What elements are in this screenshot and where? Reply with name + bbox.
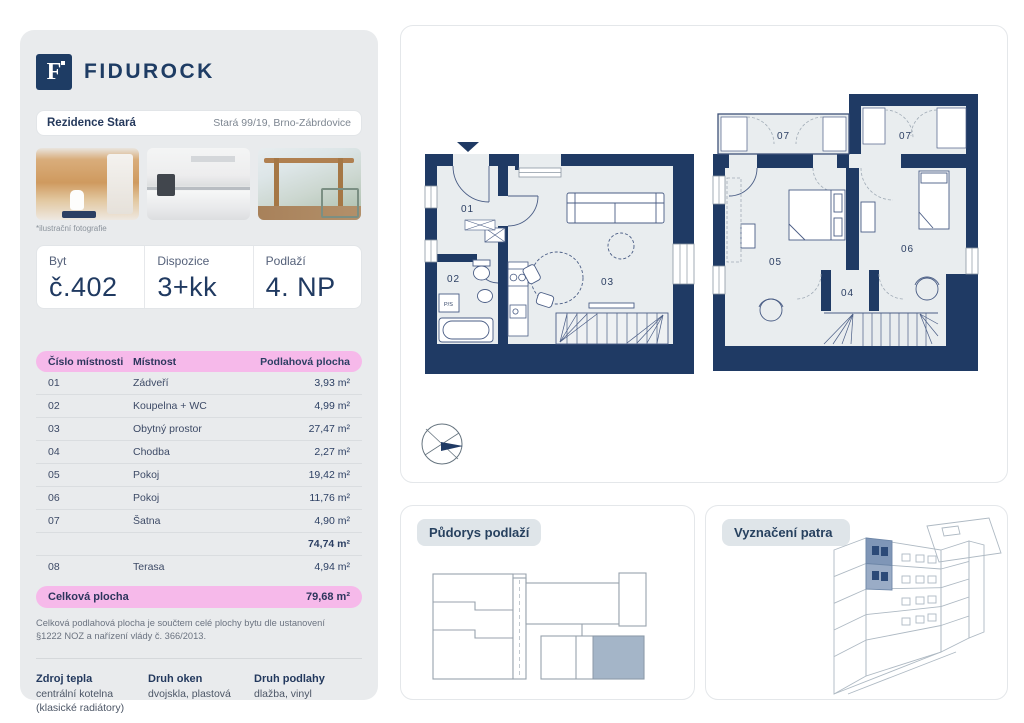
header-room-number: Číslo místnosti	[48, 355, 124, 368]
row-num: 03	[48, 423, 60, 435]
table-row	[36, 556, 362, 578]
row-num: 05	[48, 469, 60, 481]
brand-name: FIDUROCK	[84, 60, 215, 83]
fact-line: centrální kotelna	[36, 687, 114, 700]
row-name: Zádveří	[133, 377, 169, 389]
row-num: 01	[48, 377, 60, 389]
floorplan-drawing	[401, 26, 1007, 482]
fact-line: (klasické radiátory)	[36, 702, 125, 715]
label-room-04: 04	[841, 288, 855, 299]
label-room-01: 01	[461, 204, 475, 215]
label-room-02: 02	[447, 274, 461, 285]
row-num: 06	[48, 492, 60, 504]
row-name: Koupelna + WC	[133, 400, 207, 412]
unit-number-label: Byt	[49, 254, 67, 268]
building-floor-highlight-panel	[705, 505, 1008, 700]
row-area: 3,93 m²	[314, 377, 350, 389]
row-num: 08	[48, 561, 60, 573]
label-room-03: 03	[601, 277, 615, 288]
row-area: 4,90 m²	[314, 515, 350, 527]
logo-notch	[61, 61, 65, 65]
table-row	[36, 441, 362, 464]
layout-value: 3+kk	[157, 272, 218, 302]
logo-letter: F	[46, 58, 62, 85]
label-room-06: 06	[901, 244, 915, 255]
floor-plan-upper-level	[713, 94, 978, 371]
building-axonometric	[834, 518, 1001, 694]
row-num: 04	[48, 446, 60, 458]
fact-title: Druh oken	[148, 673, 203, 686]
row-name: Chodba	[133, 446, 170, 458]
photo-bathroom-toilet	[70, 190, 84, 210]
label-room-07b: 07	[899, 131, 913, 142]
row-area: 4,99 m²	[314, 400, 350, 412]
row-area: 19,42 m²	[308, 469, 350, 481]
photo-kitchen-hood	[191, 156, 235, 162]
table-row	[36, 464, 362, 487]
brand-logo	[36, 54, 362, 90]
fact-title: Druh podlahy	[254, 673, 325, 686]
photos-caption: *ilustrační fotografie	[36, 224, 107, 233]
fact-line: dvojskla, plastová	[148, 687, 231, 700]
photo-terrace-railing	[321, 188, 359, 218]
legal-note: Celková podlahová plocha je součtem celé plochy bytu dle ustanovení §1222 NOZ a nařízení vlády č. 366/2013.	[36, 618, 325, 642]
table-row	[36, 372, 362, 395]
building-floorplan-panel	[400, 505, 695, 700]
floor-value: 4. NP	[265, 272, 336, 302]
row-name: Pokoj	[133, 492, 160, 504]
facts-divider	[36, 658, 362, 659]
table-row	[36, 395, 362, 418]
photo-bathroom-vanity	[107, 154, 133, 214]
stairs-lower	[556, 313, 668, 344]
highlighted-floor-unit	[866, 538, 892, 590]
apartment-info-card	[20, 30, 378, 715]
table-row	[36, 418, 362, 441]
compass-icon	[422, 424, 463, 464]
row-area: 2,27 m²	[314, 446, 350, 458]
rooms-table	[36, 351, 362, 578]
floor-cell	[253, 246, 361, 308]
photo-bathroom	[36, 148, 139, 220]
table-subtotal-row	[36, 533, 362, 556]
photo-strip	[36, 148, 362, 220]
photo-kitchen	[147, 148, 250, 220]
fact-title: Zdroj tepla	[36, 673, 93, 686]
row-name: Terasa	[133, 561, 165, 573]
sofa	[567, 193, 664, 223]
photo-bathroom-mat	[62, 211, 96, 218]
row-num: 02	[48, 400, 60, 412]
tv-unit	[589, 303, 634, 308]
unit-number-value: č.402	[49, 272, 118, 302]
photo-terrace-post-left	[274, 158, 279, 208]
label-room-05: 05	[769, 257, 783, 268]
fidurock-logo-icon	[36, 54, 72, 90]
total-area-label: Celková plocha	[48, 591, 129, 603]
label-room-07a: 07	[777, 131, 791, 142]
floorplan-pill-label: Půdorys podlaží	[429, 525, 530, 540]
project-name: Rezidence Stará	[47, 117, 136, 129]
row-area: 27,47 m²	[308, 423, 350, 435]
facts-row	[36, 672, 362, 715]
row-area: 4,94 m²	[314, 561, 350, 573]
layout-label: Dispozice	[157, 254, 210, 268]
row-name: Šatna	[133, 515, 161, 527]
header-room-area: Podlahová plocha	[260, 355, 350, 368]
fact-line: dlažba, vinyl	[254, 687, 312, 700]
project-address: Stará 99/19, Brno-Zábrdovice	[213, 117, 351, 129]
fact-heating	[36, 672, 148, 715]
label-ps: P/S	[444, 302, 453, 308]
entry-mat	[465, 220, 495, 230]
row-name: Obytný prostor	[133, 423, 202, 435]
floor-pill-label: Vyznačení patra	[734, 525, 833, 540]
unit-number-cell	[37, 246, 144, 308]
fact-windows	[148, 672, 254, 715]
table-row	[36, 510, 362, 533]
row-name: Pokoj	[133, 469, 160, 481]
highlighted-unit	[593, 636, 644, 679]
row-area: 11,76 m²	[309, 492, 350, 504]
building-floorplan-drawing	[401, 506, 694, 699]
row-num: 07	[48, 515, 60, 527]
layout-cell	[144, 246, 252, 308]
fact-flooring	[254, 672, 362, 715]
project-address-bar	[36, 110, 362, 136]
entrance-arrow-icon	[457, 142, 479, 152]
floorplan-panel	[400, 25, 1008, 483]
photo-kitchen-oven	[157, 174, 175, 196]
unit-summary-bar	[36, 245, 362, 309]
total-area-value: 79,68 m²	[305, 591, 350, 603]
table-row	[36, 487, 362, 510]
rooms-table-header	[36, 351, 362, 372]
floor-plan-lower-level	[425, 142, 694, 374]
total-area-bar	[36, 586, 362, 608]
building-axonometric-drawing	[706, 506, 1007, 699]
floor-label: Podlaží	[265, 254, 306, 268]
photo-terrace	[258, 148, 361, 220]
header-room-name: Místnost	[133, 355, 177, 368]
row-area: 74,74 m²	[307, 538, 350, 550]
